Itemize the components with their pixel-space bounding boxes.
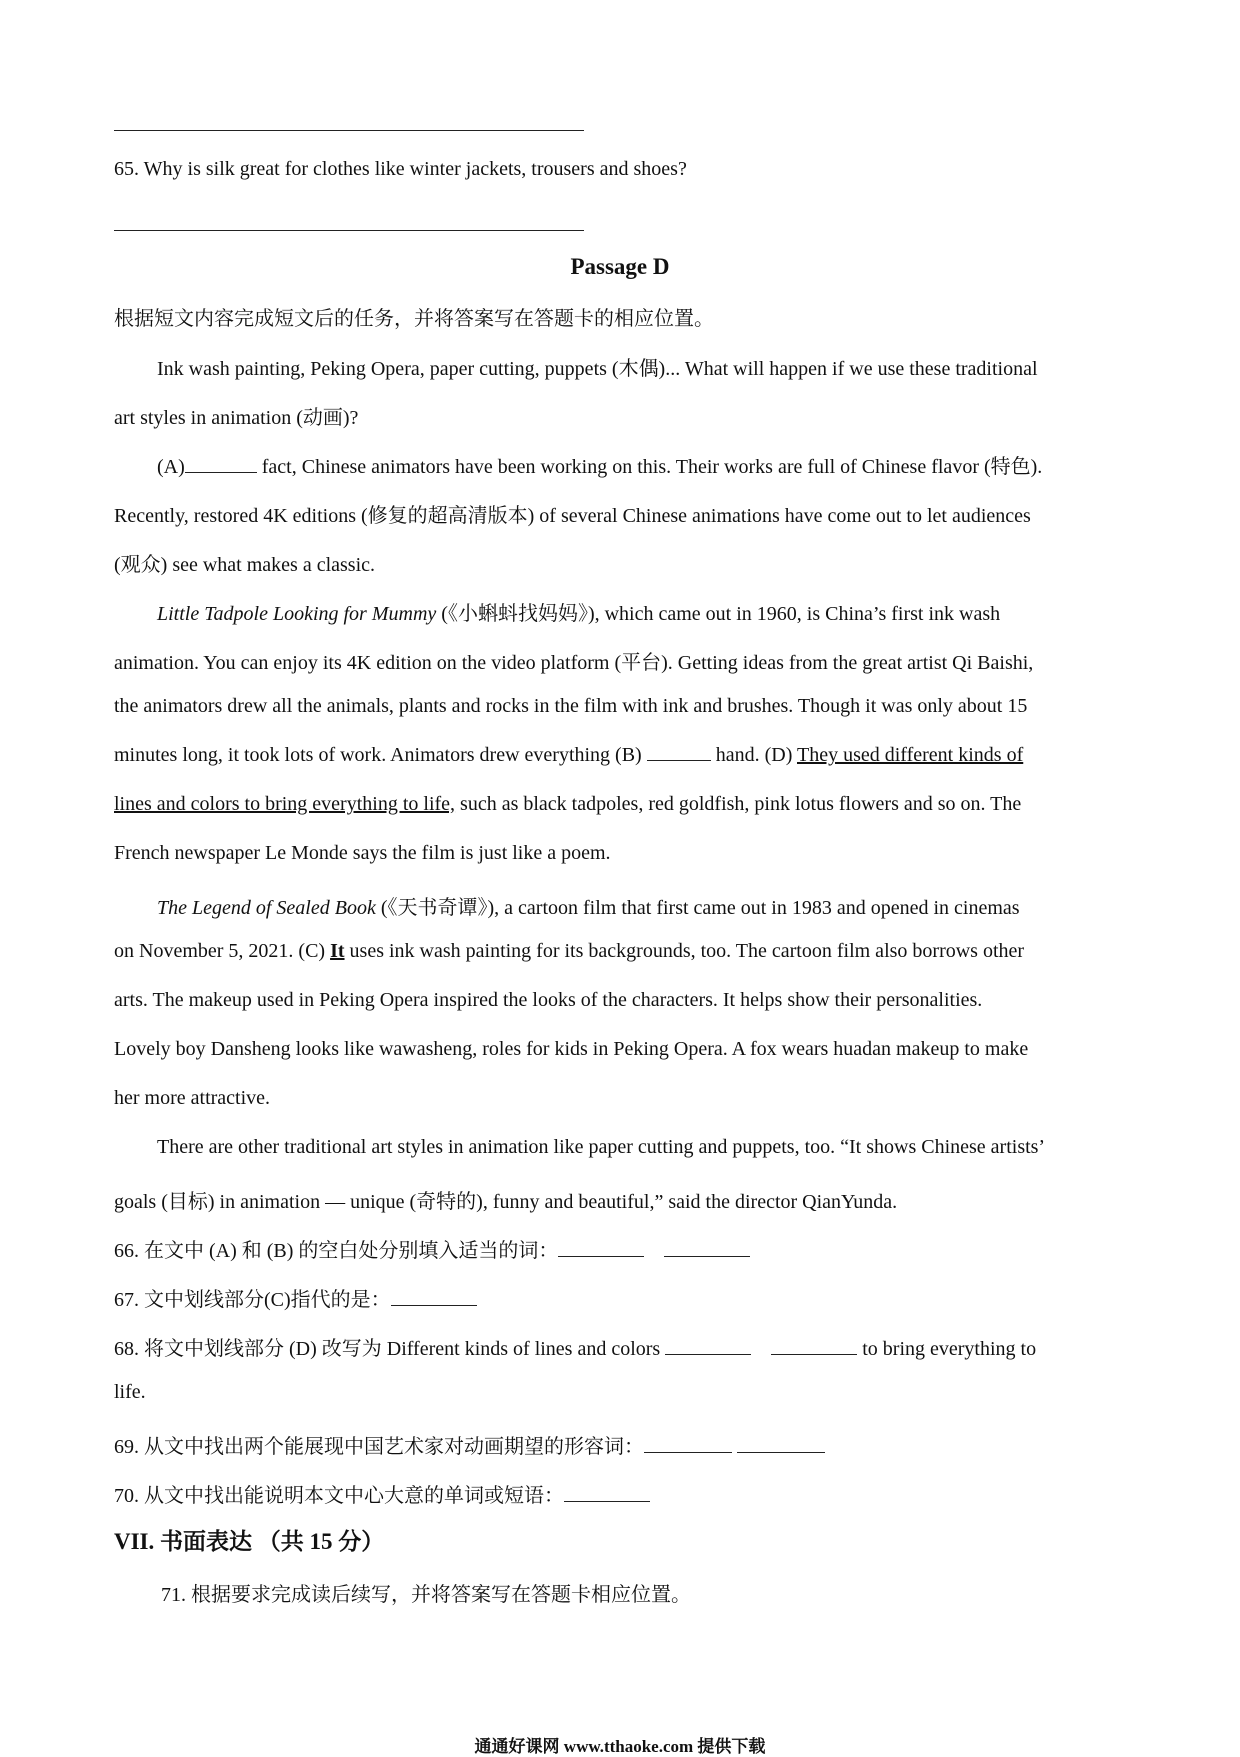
question-69-text: 69. 从文中找出两个能展现中国艺术家对动画期望的形容词：	[114, 1436, 644, 1458]
paragraph-1-line-1: Ink wash painting, Peking Opera, paper cutting, puppets (木偶)... What will happen if we use these traditional	[157, 358, 1038, 380]
section-heading: VII. 书面表达 （共 15 分）	[114, 1529, 385, 1554]
answer-line-65	[114, 230, 584, 231]
paragraph-3-text-c: such as black tadpoles, red goldfish, pink lotus flowers and so on. The	[455, 793, 1022, 815]
paragraph-3-text: (《小蝌蚪找妈妈》), which came out in 1960, is China’s first ink wash	[436, 603, 1001, 625]
paragraph-3-line-4	[114, 744, 1023, 767]
instruction: 根据短文内容完成短文后的任务，并将答案写在答题卡的相应位置。	[114, 308, 714, 330]
paragraph-1-line-2: art styles in animation (动画)?	[114, 407, 359, 429]
question-71: 71. 根据要求完成读后续写，并将答案写在答题卡相应位置。	[161, 1584, 691, 1606]
underlined-sentence-d: They used different kinds of	[797, 744, 1024, 766]
paragraph-5-line-2: goals (目标) in animation — unique (奇特的), funny and beautiful,” said the director QianYunda.	[114, 1191, 898, 1213]
answer-blank-69a	[644, 1436, 732, 1453]
paragraph-3-line-2: animation. You can enjoy its 4K edition on the video platform (平台). Getting ideas from the great artist Qi Baishi,	[114, 652, 1034, 674]
question-70	[114, 1479, 650, 1508]
question-67-text: 67. 文中划线部分(C)指代的是：	[114, 1289, 391, 1311]
answer-blank-68b	[771, 1338, 857, 1355]
answer-blank-68a	[665, 1338, 751, 1355]
paragraph-2-line-1	[157, 450, 1042, 479]
paragraph-4-line-3: arts. The makeup used in Peking Opera inspired the looks of the characters. It helps show their personalities.	[114, 989, 983, 1011]
question-69	[114, 1430, 825, 1459]
question-66	[114, 1234, 750, 1263]
paragraph-2-line-3: (观众) see what makes a classic.	[114, 554, 376, 576]
paragraph-3-line-6: French newspaper Le Monde says the film is just like a poem.	[114, 842, 611, 864]
blank-a	[185, 456, 257, 473]
question-68-text: 68. 将文中划线部分 (D) 改写为 Different kinds of lines and colors	[114, 1338, 666, 1360]
question-68-line-2: life.	[114, 1381, 146, 1403]
paragraph-3-line-5	[114, 793, 1021, 816]
paragraph-3-text-b: hand. (D)	[710, 744, 797, 766]
paragraph-2-text: fact, Chinese animators have been working on this. Their works are full of Chinese flavor (特色).	[256, 456, 1043, 478]
answer-line-64	[114, 130, 584, 131]
underlined-word-c: It	[330, 940, 345, 962]
paragraph-3-line-3: the animators drew all the animals, plants and rocks in the film with ink and brushes. Though it was only about 15	[114, 695, 1028, 717]
paragraph-4-text-a: on November 5, 2021. (C)	[114, 940, 331, 962]
question-68	[114, 1332, 1036, 1361]
passage-title: Passage D	[570, 254, 670, 279]
paragraph-4-line-4: Lovely boy Dansheng looks like wawasheng, roles for kids in Peking Opera. A fox wears huadan makeup to make	[114, 1038, 1029, 1060]
paragraph-4-text: (《天书奇谭》), a cartoon film that first came out in 1983 and opened in cinemas	[375, 897, 1020, 919]
answer-blank-67	[391, 1289, 477, 1306]
question-68-text-b: to bring everything to	[857, 1338, 1037, 1360]
footer-watermark: 通通好课网 www.tthaoke.com 提供下载	[474, 1737, 766, 1756]
paragraph-3-text-a: minutes long, it took lots of work. Animators drew everything (B)	[114, 744, 647, 766]
answer-blank-66a	[558, 1240, 644, 1257]
question-70-text: 70. 从文中找出能说明本文中心大意的单词或短语：	[114, 1485, 564, 1507]
film-title-tadpole: Little Tadpole Looking for Mummy	[157, 603, 437, 625]
answer-blank-69b	[737, 1436, 825, 1453]
paragraph-4-line-1	[157, 891, 1020, 920]
paragraph-2-line-2: Recently, restored 4K editions (修复的超高清版本) of several Chinese animations have come out to let audiences	[114, 505, 1031, 527]
question-67	[114, 1283, 477, 1312]
underlined-sentence-d-cont: lines and colors to bring everything to life,	[114, 793, 456, 815]
paragraph-4-text-b: uses ink wash painting for its backgrounds, too. The cartoon film also borrows other	[344, 940, 1025, 962]
question-65: 65. Why is silk great for clothes like winter jackets, trousers and shoes?	[114, 158, 687, 180]
question-66-text: 66. 在文中 (A) 和 (B) 的空白处分别填入适当的词：	[114, 1240, 559, 1262]
blank-b	[647, 744, 711, 761]
answer-blank-66b	[664, 1240, 750, 1257]
blank-a-label: (A)	[157, 456, 185, 478]
paragraph-5-line-1: There are other traditional art styles in animation like paper cutting and puppets, too. “It shows Chinese artists’	[157, 1136, 1046, 1158]
paragraph-3-line-1	[157, 597, 1000, 626]
paragraph-4-line-5: her more attractive.	[114, 1087, 271, 1109]
paragraph-4-line-2	[114, 940, 1024, 963]
answer-blank-70	[564, 1485, 650, 1502]
film-title-sealed-book: The Legend of Sealed Book	[157, 897, 376, 919]
